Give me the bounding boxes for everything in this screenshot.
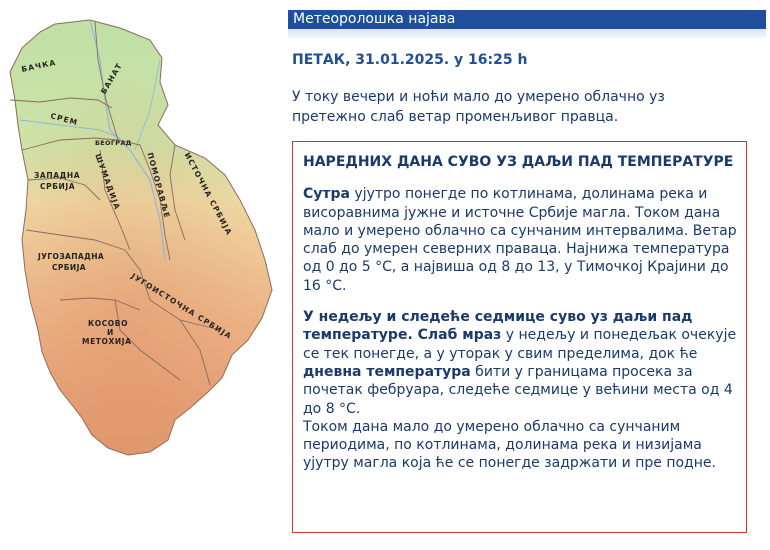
map-label-istocna-srbija: ИСТОЧНА СРБИЈА [182, 151, 234, 237]
map-label-kosovo: КОСОВО [88, 319, 129, 328]
tonight-forecast-text: У току вечери и ноћи мало до умерено облачно уз претежно слаб ветар променљивог правца. [292, 89, 665, 125]
day-temp-label: дневна температура [303, 363, 471, 380]
outlook-title: НАРЕДНИХ ДАНА СУВО УЗ ДАЉИ ПАД ТЕМПЕРАТУРЕ [303, 154, 734, 170]
daytime-paragraph: Током дана мало до умерено облачно са сунчаним периодима, по котлинама, долинама река и низијама ујутру магла која ће се понегде задржати и пре подне. [303, 418, 716, 472]
map-label-sumadija: ШУМАДИЈА [93, 152, 123, 212]
map-label-i: И [107, 328, 115, 337]
map-label-backa: БАЧКА [20, 57, 58, 74]
panel-header: Метеоролошка најава [288, 10, 766, 29]
header-divider [288, 29, 766, 38]
tomorrow-label: Сутра [303, 186, 350, 203]
map-label-pomoravlje: ПОМОРАВЉЕ [145, 151, 172, 220]
map-label-jugozapadna: ЈУГОЗАПАДНА [38, 252, 105, 261]
tomorrow-text: ујутро понегде по котлинама, долинама река и висоравнима јужне и источне Србије магла. Током дана мало и умерено облачно са сунчаним интервалима. Ветар слаб до умерен северних праваца. Најнижа температура од 0 до 5 °C, а највиша од 8 до 13, у Тимочкој Крајини до 16 °C. [303, 186, 737, 294]
map-label-jugozapadna-srbija: СРБИЈА [52, 263, 86, 272]
map-label-zapadna: ЗАПАДНА [34, 171, 81, 180]
map-label-metohija: МЕТОХИЈА [82, 337, 132, 346]
map-label-jugoistocna-srbija: ЈУГОИСТОЧНА СРБИЈА [129, 271, 234, 342]
map-label-srem: СРЕМ [49, 111, 80, 128]
outlook-box [292, 141, 747, 533]
map-svg [0, 0, 285, 546]
map-label-banat: БАНАТ [98, 61, 125, 96]
forecast-date-title: ПЕТАК, 31.01.2025. у 16:25 h [292, 52, 528, 68]
tomorrow-paragraph [303, 185, 738, 295]
forecast-panel [288, 10, 766, 472]
next-week-paragraph [303, 308, 738, 418]
serbia-region-map [0, 0, 285, 546]
next-week-text-1: у недељу и понедељак очекује се тек понегде, а у уторак у свим пределима, док ће [303, 327, 737, 362]
next-week-text-2: бити у границама просека за почетак фебруара, следеће седмице у већини места од 4 до 8 °C. [303, 363, 733, 417]
map-label-zapadna-srbija: СРБИЈА [40, 182, 76, 191]
map-label-beograd: БЕОГРАД [95, 139, 132, 147]
next-week-heading: У недељу и следеће седмице суво уз даљи пад температуре. Слаб мраз [303, 309, 693, 344]
